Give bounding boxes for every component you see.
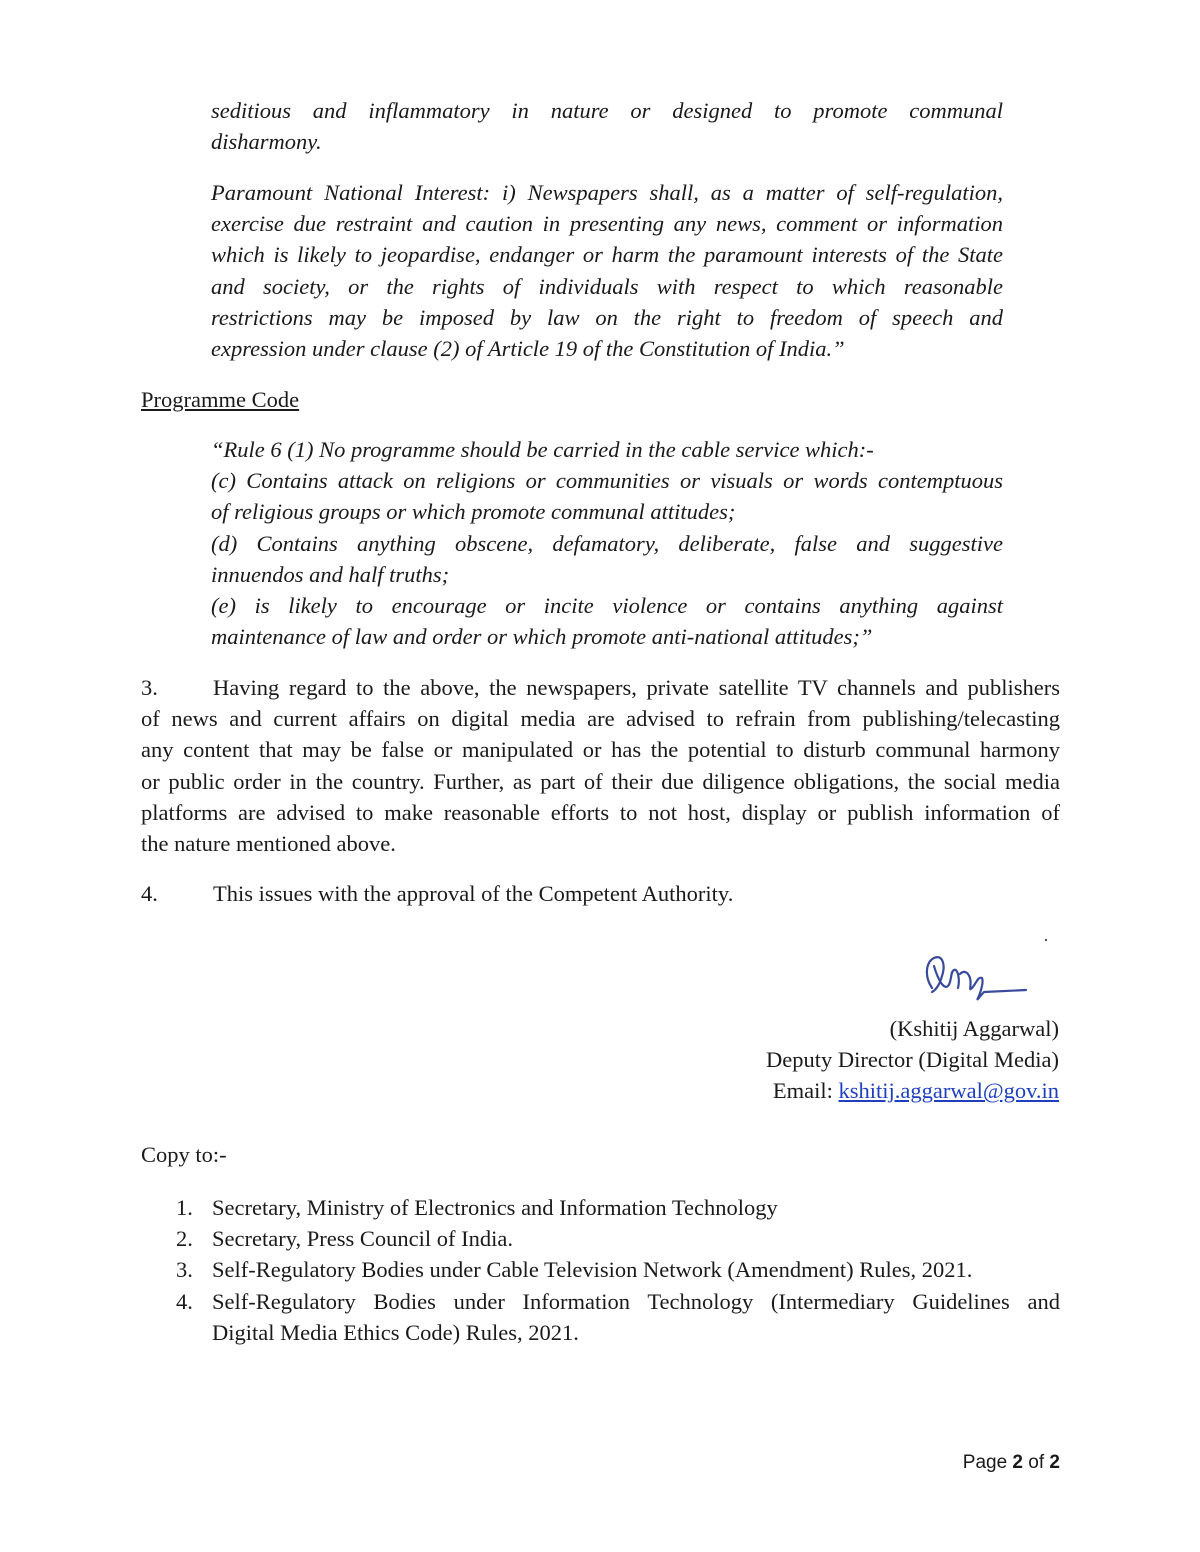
list-item-text: Secretary, Press Council of India. <box>212 1226 513 1252</box>
quote-line: and society, or the rights of individuals with respect to which reasonable <box>211 273 1003 299</box>
quote-line: (e) is likely to encourage or incite violence or contains anything against <box>211 593 1003 619</box>
list-item-number: 3. <box>176 1257 193 1283</box>
signature-block <box>766 1013 1059 1107</box>
programme-code-heading: Programme Code <box>141 387 300 412</box>
quote-line: of religious groups or which promote communal attitudes; <box>211 499 736 525</box>
list-item-text: Digital Media Ethics Code) Rules, 2021. <box>212 1319 579 1345</box>
paragraph-line: Having regard to the above, the newspapers, private satellite TV channels and publishers <box>213 675 1060 700</box>
signatory-designation: Deputy Director (Digital Media) <box>765 1047 1059 1073</box>
email-label: Email: <box>772 1078 833 1104</box>
quote-line: (d) Contains anything obscene, defamatory, deliberate, false and suggestive <box>211 530 1003 556</box>
list-item-number: 1. <box>176 1195 193 1220</box>
quote-line: (c) Contains attack on religions or communities or visuals or words contemptuous <box>211 468 1003 494</box>
email-link[interactable]: kshitij.aggarwal@gov.in <box>838 1078 1059 1104</box>
quote-line: maintenance of law and order or which promote anti-national attitudes;” <box>211 624 873 650</box>
quote-line: Paramount National Interest: i) Newspapers shall, as a matter of self-regulation, <box>211 180 1003 205</box>
list-item <box>176 1192 1060 1223</box>
quote-continuation <box>211 95 1003 157</box>
list-item-text: Self-Regulatory Bodies under Cable Television Network (Amendment) Rules, 2021. <box>212 1257 973 1283</box>
signatory-email-line <box>766 1075 1059 1106</box>
quote-line: expression under clause (2) of Article 19 of the Constitution of India.” <box>211 336 845 362</box>
signatory-name: (Kshitij Aggarwal) <box>889 1016 1059 1041</box>
paragraph-line: of news and current affairs on digital media are advised to refrain from publishing/telecasting <box>141 706 1060 732</box>
paragraph-3 <box>141 672 1060 859</box>
quote-line: innuendos and half truths; <box>211 561 450 587</box>
quote-line: disharmony. <box>211 129 322 155</box>
handwritten-signature <box>918 936 1053 1006</box>
quote-line: restrictions may be imposed by law on the right to freedom of speech and <box>211 304 1003 330</box>
paragraph-line: platforms are advised to make reasonable efforts to not host, display or publish information of <box>141 799 1060 825</box>
quote-line: “Rule 6 (1) No programme should be carried in the cable service which:- <box>211 437 874 462</box>
list-item-number: 4. <box>176 1288 193 1314</box>
page-number-footer <box>963 1452 1060 1474</box>
list-item <box>176 1254 1060 1285</box>
page-total: 2 <box>1049 1452 1060 1473</box>
paragraph-4 <box>141 878 1060 909</box>
of-label: of <box>1028 1452 1045 1473</box>
copy-to-list <box>176 1192 1060 1348</box>
paragraph-text: This issues with the approval of the Competent Authority. <box>213 881 734 906</box>
paragraph-number: 3. <box>141 675 158 700</box>
quote-line: which is likely to jeopardise, endanger or harm the paramount interests of the State <box>211 242 1003 268</box>
page-current: 2 <box>1012 1452 1023 1473</box>
page-label: Page <box>962 1452 1008 1473</box>
list-item <box>176 1223 1060 1254</box>
paragraph-number: 4. <box>141 881 158 906</box>
list-item-text: Secretary, Ministry of Electronics and Information Technology <box>212 1195 778 1220</box>
quote-line: exercise due restraint and caution in presenting any news, comment or information <box>211 211 1003 237</box>
list-item-text: Self-Regulatory Bodies under Information Technology (Intermediary Guidelines and <box>212 1288 1060 1314</box>
list-item-number: 2. <box>176 1226 193 1252</box>
paramount-national-interest-quote <box>211 177 1003 364</box>
programme-code-quote <box>211 434 1003 652</box>
paragraph-line: or public order in the country. Further, as part of their due diligence obligations, the social media <box>141 768 1060 794</box>
list-item <box>176 1286 1060 1348</box>
paragraph-line: any content that may be false or manipulated or has the potential to disturb communal harmony <box>141 737 1060 763</box>
copy-to-heading: Copy to:- <box>141 1142 227 1167</box>
paragraph-line: the nature mentioned above. <box>141 831 396 857</box>
quote-line: seditious and inflammatory in nature or designed to promote communal <box>211 98 1003 123</box>
